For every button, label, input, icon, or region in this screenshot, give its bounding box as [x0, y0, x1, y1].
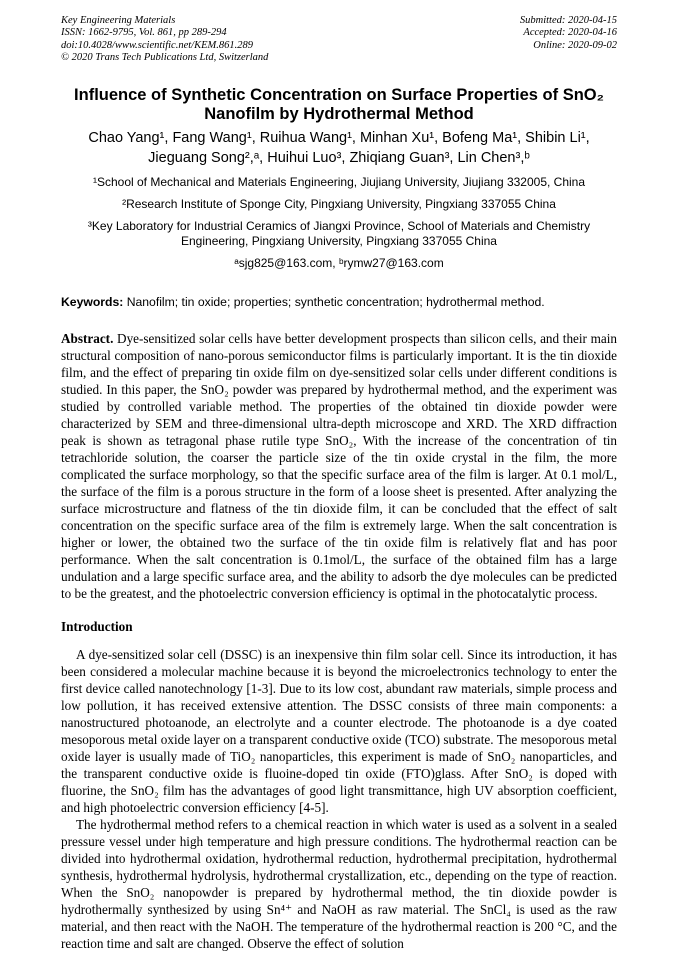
submitted-date: Submitted: 2020-04-15	[519, 15, 617, 26]
journal-header-left	[61, 15, 268, 65]
keywords-text: Nanofilm; tin oxide; properties; synthetic concentration; hydrothermal method.	[123, 294, 545, 309]
doi-line: doi:10.4028/www.scientific.net/KEM.861.289	[61, 39, 253, 51]
author-list	[61, 128, 617, 168]
journal-header	[61, 15, 617, 65]
introduction-paragraph-2: The hydrothermal method refers to a chemical reaction in which water is used as a solvent in a sealed pressure vessel under high temperature and high pressure conditions. The hydrothermal reaction can be divided into hydrothermal oxidation, hydrothermal reduction, hydrothermal precipitation, hydrothermal synthesis, hydrothermal hydrolysis, hydrothermal crystallization, etc., depending on the type of reaction. When the SnO₂ nanopowder is prepared by hydrothermal method, the tin dioxide powder is hydrothermally synthesized by using Sn⁴⁺ and NaOH as raw material. The SnCl₄ is used as the raw material, and then react with the NaOH. The temperature of the hydrothermal reaction is 200 °C, and the reaction time and salt are changed. Observe the effect of solution	[61, 816, 617, 951]
abstract-text: Dye-sensitized solar cells have better development prospects than silicon cells, and their main structural composition of nano-porous semiconductor films is particularly important. It is the tin dioxide film, and the effect of preparing tin oxide film on dye-sensitized solar cells under different conditions is studied. In this paper, the SnO₂ powder was prepared by hydrothermal method, and the experiment was studied by controlled variable method. The properties of the obtained tin dioxide powder were characterized by SEM and three-dimensional ultra-depth microscope and XRD. The XRD diffraction peak is shown as tetragonal phase rutile type SnO₂, With the increase of the concentration of tin tetrachloride solution, the coarser the particle size of the tin oxide crystal in the film, the more complicated the surface morphology, so that the specific surface area of the film is larger. At 0.1 mol/L, the surface of the film is a porous structure in the form of a loose sheet is presented. After analyzing the surface microstructure and flatness of the tin dioxide film, it can be concluded that the effect of salt concentration on the specific surface area of the film is extremely large. When the salt concentration is higher or lower, the obtained two the surface of the tin oxide film is relatively flat and has poor performance. When the salt concentration is 0.1mol/L, the surface of the obtained film has a large undulation and a large specific surface area, and the ability to adsorb the dye molecules can be predicted to be the greatest, and the photoelectric conversion efficiency is optimal in the photocatalytic process.	[61, 330, 617, 601]
author-emails: ᵃsjg825@163.com, ᵇrymw27@163.com	[234, 255, 444, 270]
paper-title-line1: Influence of Synthetic Concentration on Surface Properties of SnO₂	[74, 85, 604, 104]
accepted-date: Accepted: 2020-04-16	[523, 27, 617, 39]
keywords-line	[61, 295, 617, 310]
affiliation-3: ³Key Laboratory for Industrial Ceramics of Jiangxi Province, School of Materials and Chemistry Engineering, Pingxiang University, Pingxiang 337055 China	[87, 218, 591, 248]
section-heading-introduction: Introduction	[61, 618, 133, 634]
issn-volume-pages: ISSN: 1662-9795, Vol. 861, pp 289-294	[61, 27, 227, 39]
keywords-label: Keywords:	[61, 294, 124, 309]
introduction-paragraph-1: A dye-sensitized solar cell (DSSC) is an inexpensive thin film solar cell. Since its introduction, it has been considered a molecular machine because it is beyond the microelectronics technology to enter the first device called nanotechnology [1-3]. Due to its low cost, abundant raw materials, simple process and low pollution, it has received extensive attention. The DSSC consists of three main components: a nanostructured photoanode, an electrolyte and a counter electrode. The photoanode is a dye coated mesoporous metal oxide layer on a transparent conductive oxide (TCO) substrate. The mesoporous metal oxide layer is usually made of TiO₂ nanoparticles, this experiment is made of SnO₂ nanoparticles, and the transparent conductive oxide is fluoine-doped tin oxide (FTO)glass. After SnO₂ is doped with fluorine, the SnO₂ film has the advantages of good light transmittance, high UV absorption coefficient, and high photoelectric conversion efficiency [4-5].	[61, 646, 617, 815]
author-list-line2: Jieguang Song²,ᵃ, Huihui Luo³, Zhiqiang Guan³, Lin Chen³,ᵇ	[148, 149, 530, 166]
author-list-line1: Chao Yang¹, Fang Wang¹, Ruihua Wang¹, Minhan Xu¹, Bofeng Ma¹, Shibin Li¹,	[88, 129, 590, 146]
abstract	[61, 330, 617, 602]
paper-title-line2: Nanofilm by Hydrothermal Method	[204, 105, 474, 124]
copyright-line: © 2020 Trans Tech Publications Ltd, Switzerland	[61, 52, 269, 64]
affiliation-1: ¹School of Mechanical and Materials Engineering, Jiujiang University, Jiujiang 332005, China	[92, 174, 586, 189]
journal-header-right	[520, 15, 617, 52]
journal-name: Key Engineering Materials	[61, 15, 176, 26]
online-date: Online: 2020-09-02	[533, 39, 617, 51]
paper-title	[61, 86, 617, 125]
abstract-label: Abstract.	[61, 330, 114, 346]
affiliation-2: ²Research Institute of Sponge City, Pingxiang University, Pingxiang 337055 China	[122, 196, 556, 211]
